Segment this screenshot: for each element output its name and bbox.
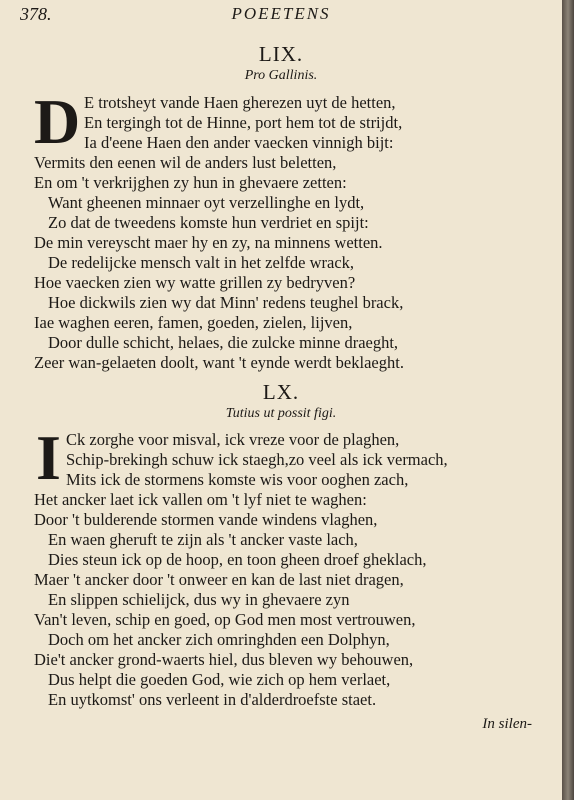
poem2-line: En slippen schielijck, dus wy in ghevaere zyn bbox=[48, 590, 350, 609]
poem2-line: Door 't bulderende stormen vande windens vlaghen, bbox=[34, 510, 378, 529]
poem-number-1: LIX. bbox=[258, 42, 304, 66]
poem1-line: En om 't verkrijghen zy hun in ghevaere zetten: bbox=[34, 173, 347, 192]
catchword: In silen- bbox=[482, 716, 532, 732]
poem2-line: En uytkomst' ons verleent in d'alderdroefste staet. bbox=[48, 690, 377, 709]
poem2-line: Maer 't ancker door 't onweer en kan de last niet dragen, bbox=[34, 570, 404, 589]
poem1-line: Hoe dickwils zien wy dat Minn' redens teughel brack, bbox=[48, 293, 404, 312]
page-header bbox=[0, 4, 562, 28]
poem1-line: Want gheenen minnaer oyt verzellinghe en lydt, bbox=[48, 193, 365, 212]
poem1-line: Iae waghen eeren, famen, goeden, zielen, lijven, bbox=[34, 313, 353, 332]
poem2-line: Mits ick de stormens komste wis voor ooghen zach, bbox=[66, 470, 409, 489]
poem1-line: Zeer wan-gelaeten doolt, want 't eynde werdt beklaeght. bbox=[34, 353, 404, 372]
drop-cap-1: D bbox=[34, 86, 81, 157]
poem2-line: Dus helpt die goeden God, wie zich op hem verlaet, bbox=[48, 670, 391, 689]
poem-subtitle-1: Pro Gallinis. bbox=[244, 68, 318, 83]
poem2-line: En waen gheruft te zijn als 't ancker vaste lach, bbox=[48, 530, 358, 549]
poem-subtitle-2: Tutius ut possit figi. bbox=[225, 406, 337, 421]
poem2-line: Schip-brekingh schuw ick staegh,zo veel als ick vermach, bbox=[66, 450, 448, 469]
poem1-line: Ia d'eene Haen den ander vaecken vinnigh bijt: bbox=[84, 133, 394, 152]
poem2-line: Dies steun ick op de hoop, en toon gheen droef gheklach, bbox=[48, 550, 427, 569]
poem1-line: Zo dat de tweedens komste hun verdriet en spijt: bbox=[48, 213, 369, 232]
poem1-line: Door dulle schicht, helaes, die zulcke minne draeght, bbox=[48, 333, 399, 352]
page-number: 378. bbox=[20, 4, 52, 24]
poem2-line: Die't ancker grond-waerts hiel, dus bleven wy behouwen, bbox=[34, 650, 414, 669]
poem1-line: E trotsheyt vande Haen gherezen uyt de hetten, bbox=[84, 93, 396, 112]
running-head: POEETENS bbox=[231, 4, 331, 23]
poem1-line: De redelijcke mensch valt in het zelfde wrack, bbox=[48, 253, 355, 272]
poem2-line: Doch om het ancker zich omringhden een Dolphyn, bbox=[48, 630, 390, 649]
poem-number-2: LX. bbox=[262, 380, 300, 404]
poem2-line: Van't leven, schip en goed, op God men most vertrouwen, bbox=[34, 610, 416, 629]
drop-cap-2: I bbox=[36, 422, 61, 493]
poem1-line: De min vereyscht maer hy en zy, na minnens wetten. bbox=[34, 233, 383, 252]
poem1-line: En tergingh tot de Hinne, port hem tot de strijdt, bbox=[84, 113, 403, 132]
poem1-line: Hoe vaecken zien wy watte grillen zy bedryven? bbox=[34, 273, 356, 292]
poem2-line: Het ancker laet ick vallen om 't lyf niet te waghen: bbox=[34, 490, 367, 509]
poem2-line: Ck zorghe voor misval, ick vreze voor de plaghen, bbox=[66, 430, 400, 449]
page-edge bbox=[562, 0, 574, 800]
poem1-line: Vermits den eenen wil de anders lust beletten, bbox=[34, 153, 337, 172]
